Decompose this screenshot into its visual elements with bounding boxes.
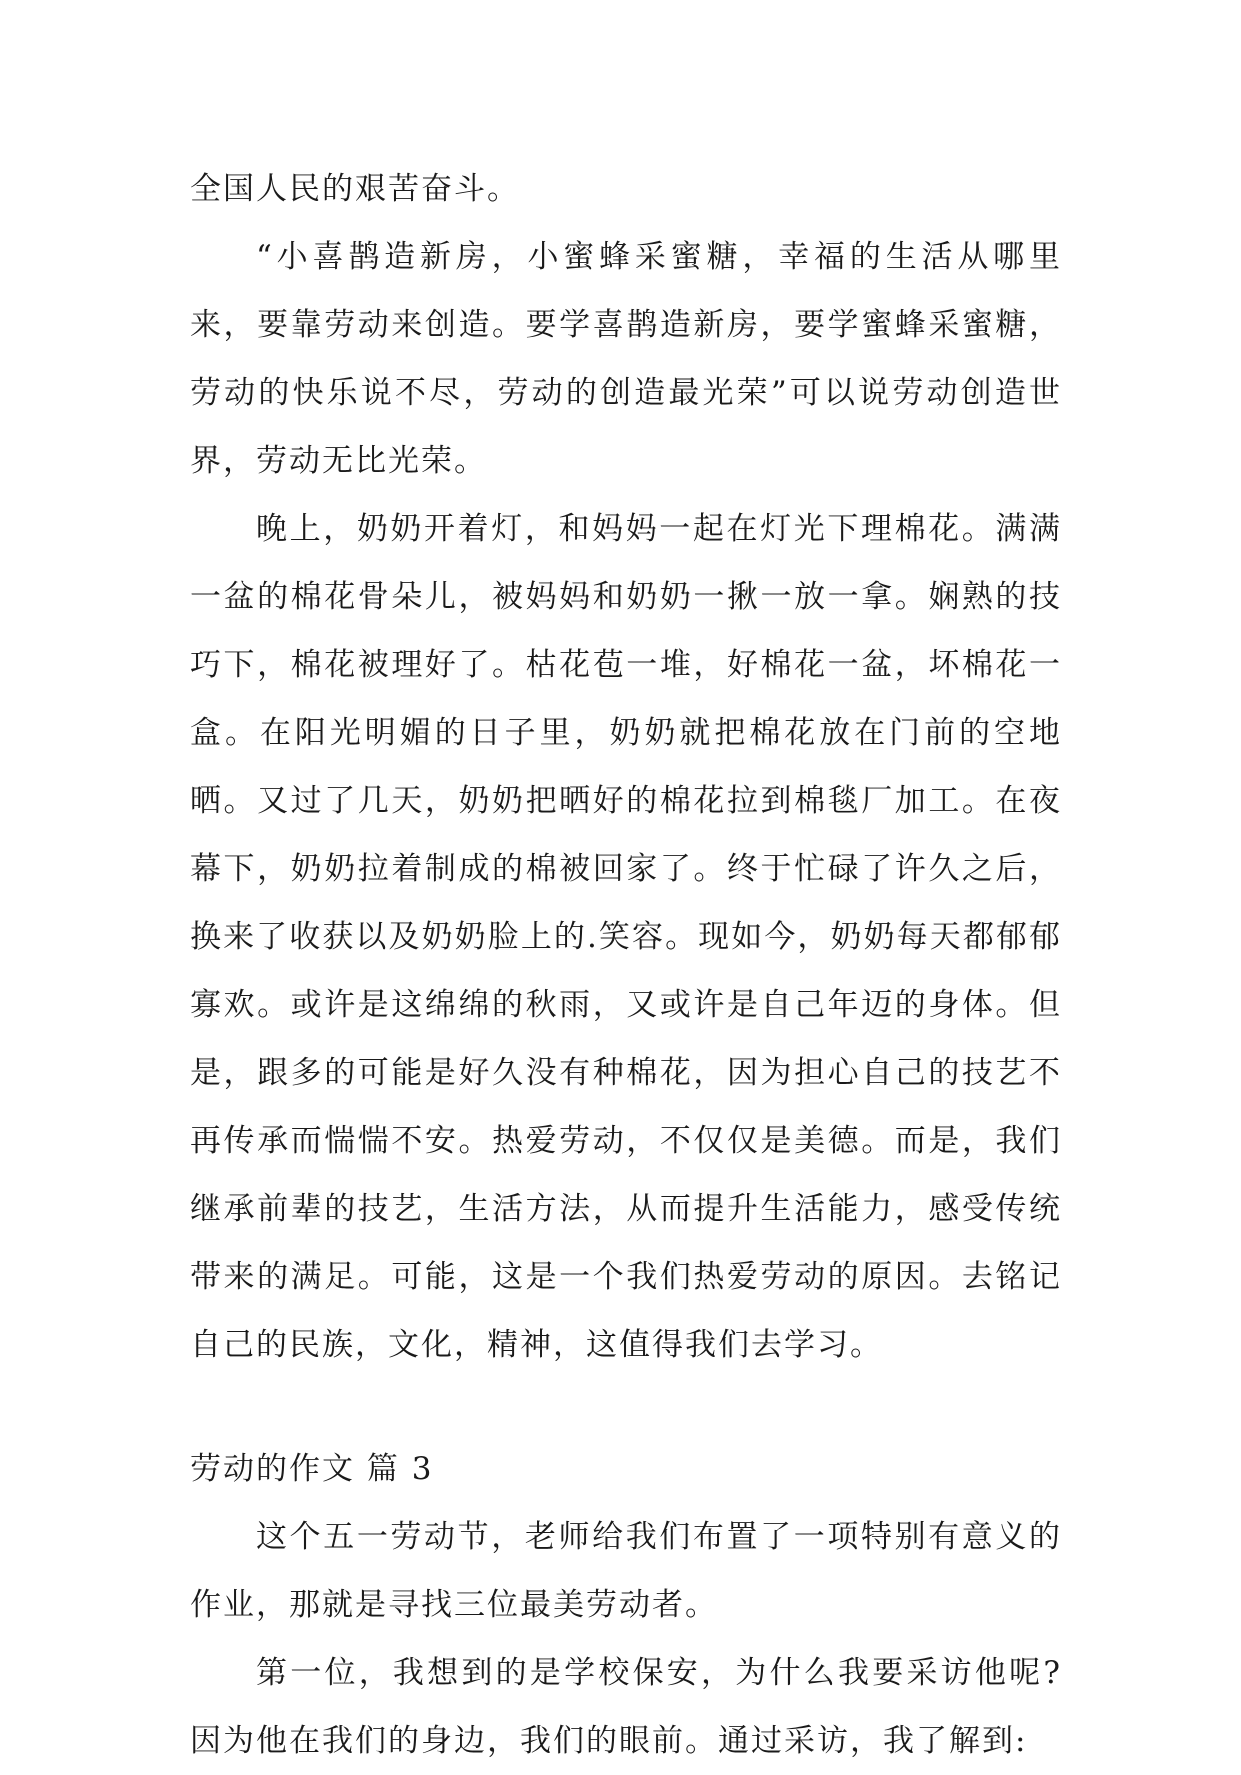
paragraph-grandma-cotton: 晚上，奶奶开着灯，和妈妈一起在灯光下理棉花。满满一盆的棉花骨朵儿，被妈妈和奶奶一揪一放一拿。娴熟的技巧下，棉花被理好了。枯花苞一堆，好棉花一盆，坏棉花一盒。在阳光明媚的日子里，奶奶就把棉花放在门前的空地晒。又过了几天，奶奶把晒好的棉花拉到棉毯厂加工。在夜幕下，奶奶拉着制成的棉被回家了。终于忙碌了许久之后，换来了收获以及奶奶脸上的.笑容。现如今，奶奶每天都郁郁寡欢。或许是这绵绵的秋雨，又或许是自己年迈的身体。但是，跟多的可能是好久没有种棉花，因为担心自己的技艺不再传承而惴惴不安。热爱劳动，不仅仅是美德。而是，我们继承前辈的技艺，生活方法，从而提升生活能力，感受传统带来的满足。可能，这是一个我们热爱劳动的原因。去铭记自己的民族，文化，精神，这值得我们去学习。 (190, 511, 1062, 1363)
section-heading: 劳动的作文 篇 3 (190, 1451, 434, 1487)
paragraph-may-day-homework: 这个五一劳动节，老师给我们布置了一项特别有意义的作业，那就是寻找三位最美劳动者。 (190, 1519, 1062, 1623)
paragraph-continuation: 全国人民的艰苦奋斗。 (190, 171, 520, 207)
paragraph-song-quote: “小喜鹊造新房，小蜜蜂采蜜糖，幸福的生活从哪里来，要靠劳动来创造。要学喜鹊造新房，要学蜜蜂采蜜糖，劳动的快乐说不尽，劳动的创造最光荣”可以说劳动创造世界，劳动无比光荣。 (190, 239, 1062, 479)
document-body (190, 155, 1062, 1775)
paragraph-school-guard: 第一位，我想到的是学校保安，为什么我要采访他呢?因为他在我们的身边，我们的眼前。通过采访，我了解到: (190, 1655, 1062, 1759)
